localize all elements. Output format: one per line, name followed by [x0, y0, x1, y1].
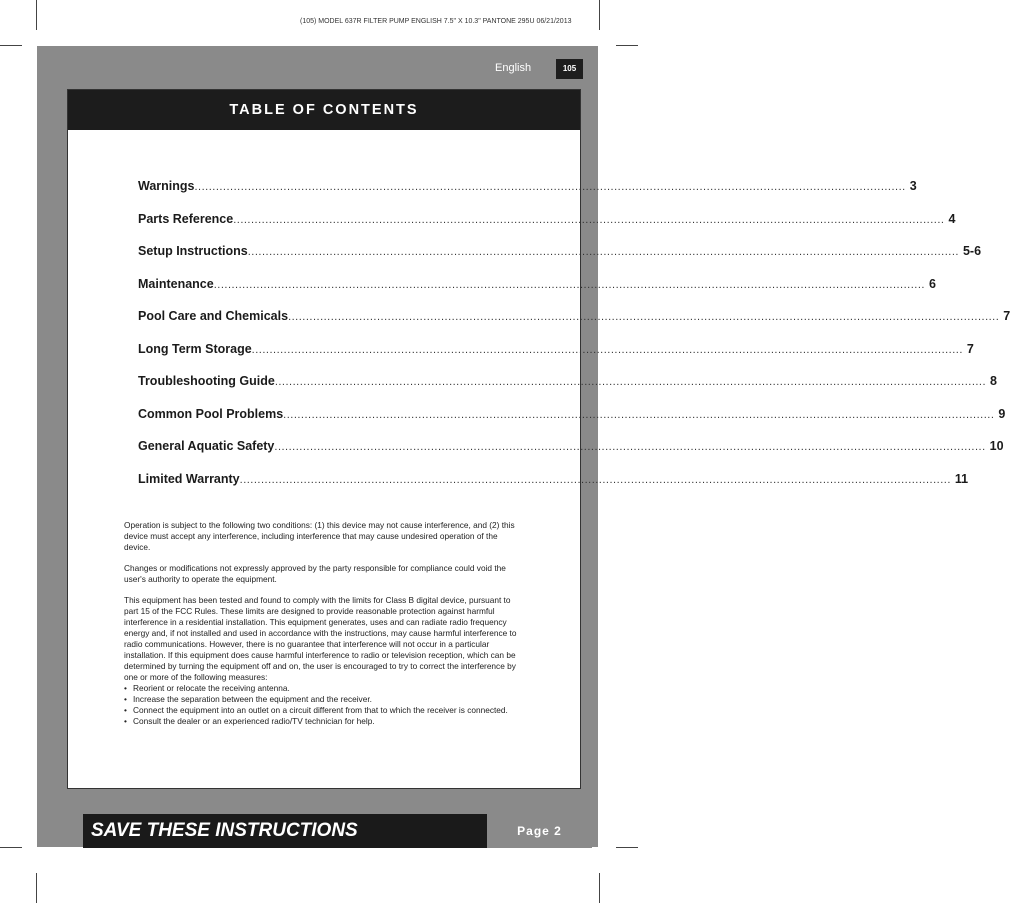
crop-mark — [616, 847, 638, 848]
bullet-icon: • — [124, 716, 127, 726]
toc-list — [138, 179, 1010, 504]
toc-entry-title: Parts Reference — [138, 211, 234, 226]
content-box — [67, 89, 1010, 789]
list-item — [124, 694, 524, 705]
print-slug-line: (105) MODEL 637R FILTER PUMP ENGLISH 7.5" X 10.3" PANTONE 295U 06/21/2013 — [300, 18, 572, 25]
bullet-icon: • — [124, 694, 127, 704]
toc-entry-limited-warranty — [138, 471, 969, 505]
fcc-paragraph: Operation is subject to the following two conditions: (1) this device may not cause interference, and (2) this device must accept any interference, including interference that may cause undesired operation of the device. — [124, 520, 515, 552]
toc-entry-common-pool-problems — [138, 406, 1006, 440]
toc-entry-page: 6 — [928, 276, 936, 291]
toc-entry-aquatic-safety — [138, 439, 1004, 472]
list-item — [124, 705, 524, 716]
crop-mark — [599, 873, 600, 903]
toc-dot-leader: ........................................................................................................................................................................................................ — [247, 246, 959, 258]
toc-entry-title: Long Term Storage — [138, 341, 252, 356]
bullet-icon: • — [124, 683, 127, 693]
page-number-label: Page 2 — [487, 814, 592, 848]
save-instructions-banner: SAVE THESE INSTRUCTIONS — [91, 820, 358, 841]
toc-entry-page: 11 — [954, 471, 969, 486]
crop-mark — [616, 45, 638, 46]
toc-dot-leader: ........................................................................................................................................................................................................ — [194, 181, 906, 193]
bullet-icon: • — [124, 705, 127, 715]
list-item — [124, 683, 524, 694]
toc-entry-troubleshooting — [138, 374, 997, 407]
crop-mark — [36, 0, 37, 30]
toc-entry-long-term-storage — [138, 341, 974, 375]
toc-dot-leader: ........................................................................................................................................................................................................ — [251, 343, 963, 356]
toc-dot-leader: ........................................................................................................................................................................................................ — [274, 376, 987, 388]
toc-entry-page: 7 — [1003, 309, 1010, 323]
list-item-text: Increase the separation between the equipment and the receiver. — [133, 694, 372, 704]
fcc-paragraph: Changes or modifications not expressly approved by the party responsible for compliance could void the user's authority to operate the equipment. — [124, 563, 506, 584]
toc-title: TABLE OF CONTENTS — [68, 90, 580, 130]
toc-entry-title: Setup Instructions — [138, 244, 248, 258]
fcc-paragraph: This equipment has been tested and found to comply with the limits for Class B digital device, pursuant to part 15 of the FCC Rules. These limits are designed to provide reasonable protection against harmful interference in a residential installation. This equipment generates, uses and can radiate radio frequency energy and, if not installed and used in accordance with the instructions, may cause harmful interference to radio communications. However, there is no guarantee that interference will not occur in a particular installation. If this equipment does cause harmful interference to radio or television reception, which can be determined by turning the equipment off and on, the user is encouraged to try to correct the interference by one or more of the following measures: — [124, 595, 517, 682]
page-code-badge: 105 — [556, 59, 583, 79]
toc-entry-pool-care — [138, 309, 1010, 342]
list-item-text: Connect the equipment into an outlet on a circuit different from that to which the receiver is connected. — [133, 705, 508, 715]
toc-entry-page: 8 — [990, 374, 997, 388]
toc-entry-page: 7 — [966, 341, 974, 356]
list-item-text: Reorient or relocate the receiving antenna. — [133, 683, 290, 693]
crop-mark — [36, 873, 37, 903]
fcc-statement — [124, 520, 524, 727]
crop-mark — [0, 45, 22, 46]
toc-dot-leader: ........................................................................................................................................................................................................ — [288, 311, 1000, 323]
toc-entry-parts-reference — [138, 211, 956, 245]
toc-entry-title: General Aquatic Safety — [138, 439, 275, 453]
toc-dot-leader: ........................................................................................................................................................................................................ — [283, 408, 995, 421]
toc-entry-page: 3 — [909, 179, 917, 193]
toc-entry-page: 4 — [948, 211, 956, 226]
language-label: English — [495, 62, 532, 74]
toc-dot-leader: ........................................................................................................................................................................................................ — [213, 278, 925, 291]
toc-entry-title: Maintenance — [138, 276, 214, 291]
toc-entry-title: Pool Care and Chemicals — [138, 309, 289, 323]
toc-entry-page: 10 — [989, 439, 1004, 453]
toc-dot-leader: ........................................................................................................................................................................................................ — [274, 441, 986, 453]
toc-entry-title: Limited Warranty — [138, 471, 240, 486]
toc-entry-title: Common Pool Problems — [138, 406, 284, 421]
toc-entry-title: Warnings — [138, 179, 195, 193]
toc-entry-warnings — [138, 179, 917, 212]
list-item-text: Consult the dealer or an experienced radio/TV technician for help. — [133, 716, 375, 726]
list-item — [124, 716, 524, 727]
fcc-measures-list — [124, 683, 524, 727]
crop-mark — [599, 0, 600, 30]
toc-dot-leader: ........................................................................................................................................................................................................ — [239, 473, 951, 486]
crop-mark — [0, 847, 22, 848]
toc-entry-page: 5-6 — [962, 244, 982, 258]
toc-entry-title: Troubleshooting Guide — [138, 374, 275, 388]
toc-entry-page: 9 — [998, 406, 1006, 421]
toc-dot-leader: ........................................................................................................................................................................................................ — [233, 213, 945, 226]
toc-entry-setup-instructions — [138, 244, 982, 277]
toc-entry-maintenance — [138, 276, 936, 310]
